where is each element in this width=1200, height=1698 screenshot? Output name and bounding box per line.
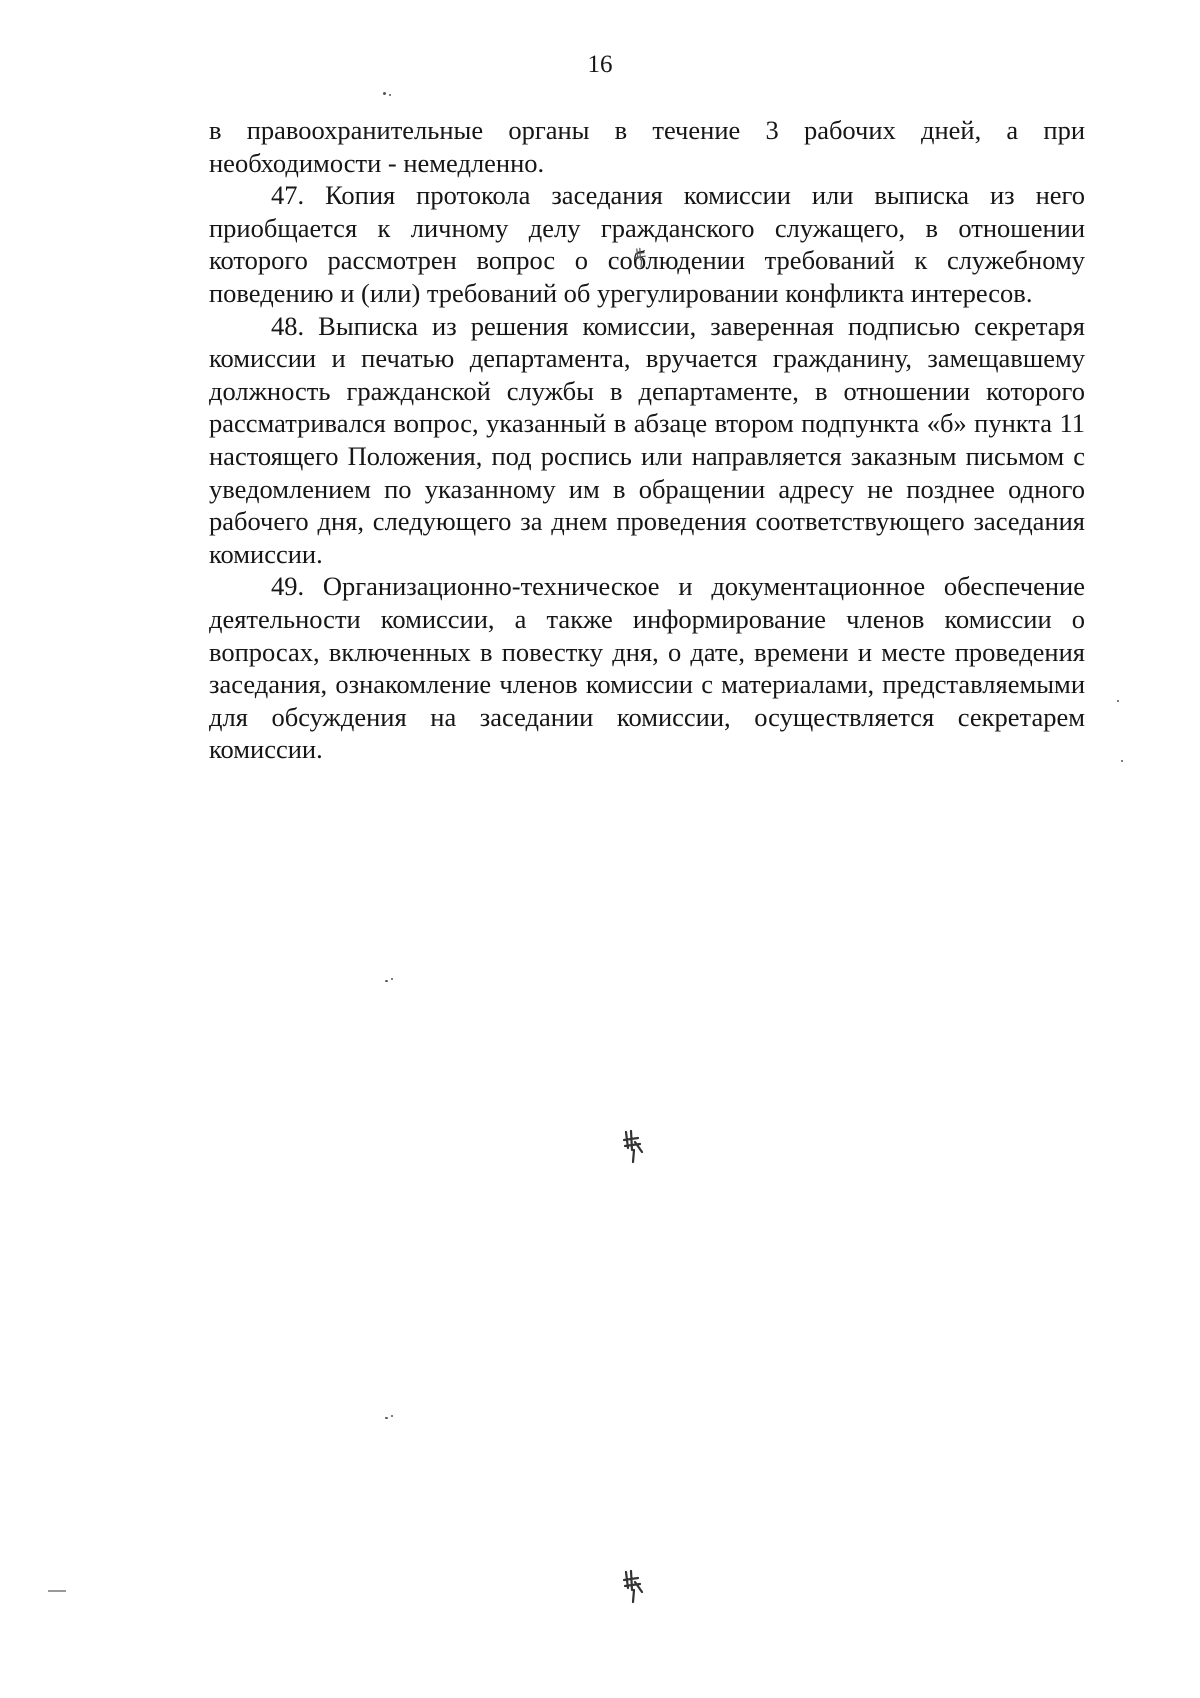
scan-speck: [385, 1417, 388, 1419]
scan-binding-mark-icon: [632, 246, 650, 270]
paragraph-item-47: 47. Копия протокола заседания комиссии или выписка из него приобщается к личному делу гражданского служащего, в отношении которого рассмотрен вопрос о соблюдении требований к служебному поведению и (или) требований об урегулировании конфликта интересов.: [209, 180, 1085, 308]
paragraph-item-48: 48. Выписка из решения комиссии, заверенная подписью секретаря комиссии и печатью департамента, вручается гражданину, замещавшему должность гражданской службы в департаменте, в отношении которого рассматривался вопрос, указанный в абзаце втором подпункта «б» пункта 11 настоящего Положения, под роспись или направляется заказным письмом с уведомлением по указанному им в обращении адресу не позднее одного рабочего дня, следующего за днем проведения соответствующего заседания комиссии.: [209, 310, 1085, 569]
scan-speck: [1121, 760, 1123, 762]
document-body: [209, 114, 1085, 766]
paragraph-continuation: в правоохранительные органы в течение 3 рабочих дней, а при необходимости - немедленно.: [209, 115, 1085, 178]
page-number: 16: [587, 51, 613, 78]
scan-binding-mark-icon: [618, 1128, 648, 1166]
scan-binding-mark-icon: [618, 1568, 648, 1606]
scan-speck: [385, 980, 388, 982]
scan-speck: [383, 92, 386, 95]
paragraph-item-49: 49. Организационно-техническое и документационное обеспечение деятельности комиссии, а также информирование членов комиссии о вопросах, включенных в повестку дня, о дате, времени и месте проведения заседания, ознакомление членов комиссии с материалами, представляемыми для обсуждения на заседании комиссии, осуществляется секретарем комиссии.: [209, 571, 1085, 765]
scan-speck: [391, 1415, 393, 1417]
scan-speck: [391, 978, 393, 980]
scan-speck: [389, 94, 391, 96]
margin-dash: [48, 1590, 66, 1592]
scan-speck: [1117, 700, 1119, 702]
